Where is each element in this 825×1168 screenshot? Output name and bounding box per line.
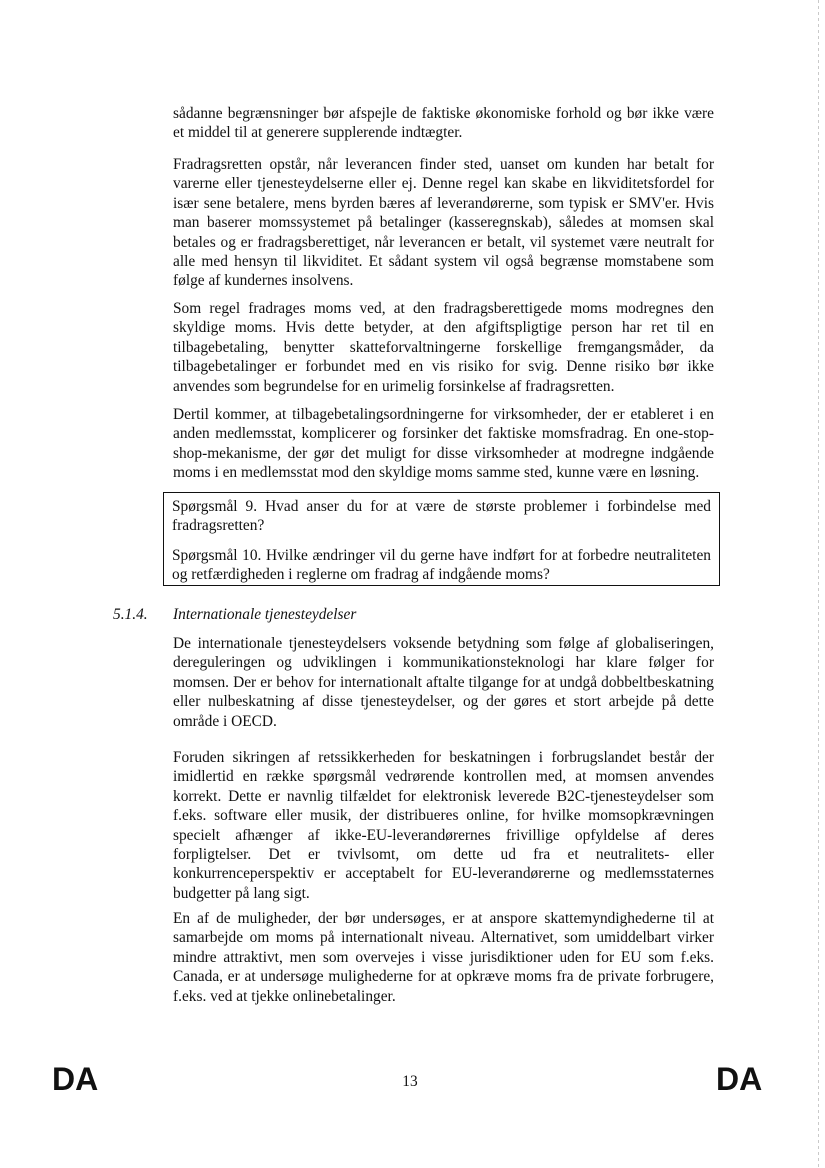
language-code-right: DA bbox=[716, 1061, 763, 1097]
paragraph-cooperation: En af de muligheder, der bør undersøges, er at anspore skattemyndighederne til at samarbejde om moms på internationalt niveau. Alternativet, som umiddelbart virker mindre attraktivt, men som overvejes i visse jurisdiktioner uden for EU som f.eks. Canada, er at undersøge mulighederne for at opkræve moms fra de private forbrugere, f.eks. ved at tjekke onlinebetalinger. bbox=[173, 910, 714, 1005]
question-9: Spørgsmål 9. Hvad anser du for at være de største problemer i forbindelse med fradragsretten? bbox=[172, 498, 711, 535]
paragraph-international-services: De internationale tjenesteydelsers voksende betydning som følge af globaliseringen, dereguleringen og udviklingen i kommunikationsteknologi har klare følger for momsen. Der er behov for internationalt aftalte tilgange for at undgå dobbeltbeskatning eller nulbeskatning af disse tjenesteydelser, og der gøres et stort arbejde på dette område i OECD. bbox=[173, 635, 714, 730]
language-code-left: DA bbox=[52, 1061, 99, 1097]
paragraph-limitations: sådanne begrænsninger bør afspejle de faktiske økonomiske forhold og bør ikke være et middel til at generere supplerende indtægter. bbox=[173, 105, 714, 142]
paragraph-refund-rules: Som regel fradrages moms ved, at den fradragsberettigede moms modregnes den skyldige moms. Hvis dette betyder, at den afgiftspligtige person har ret til en tilbagebetaling, benytter skatteforvaltningerne forskellige fremgangsmåder, da tilbagebetalinger er forbundet med en vis risiko for svig. Denne risiko bør ikke anvendes som begrundelse for en urimelig forsinkelse af fradragsretten. bbox=[173, 300, 714, 395]
page-number: 13 bbox=[402, 1073, 418, 1090]
page-edge-line bbox=[818, 0, 819, 1168]
section-title: Internationale tjenesteydelser bbox=[173, 606, 357, 623]
paragraph-deduction-right: Fradragsretten opstår, når leverancen finder sted, uanset om kunden har betalt for varerne eller tjenesteydelserne eller ej. Denne regel kan skabe en likviditetsfordel for især sene betalere, mens byrden bæres af leverandørerne, som typisk er SMV'er. Hvis man baserer momssystemet på betalinger (kasseregnskab), således at momsen skal betales og er fradragsberettiget, når leverancen er betalt, vil systemet være neutralt for alle med hensyn til likviditet. Et sådant system vil også begrænse momstabene som følge af kundernes insolvens. bbox=[173, 156, 714, 290]
paragraph-legal-certainty: Foruden sikringen af retssikkerheden for beskatningen i forbrugslandet består der imidlertid en række spørgsmål vedrørende kontrollen med, at momsen anvendes korrekt. Dette er navnlig tilfældet for elektronisk leverede B2C-tjenesteydelser som f.eks. software eller musik, der distribueres online, for hvilke momsopkrævningen specielt afhænger af ikke-EU-leverandørernes frivillige opfyldelse af deres forpligtelser. Det er tvivlsomt, om dette ud fra et neutralitets- eller konkurrenceperspektiv er acceptabelt for EU-leverandørerne og medlemsstaternes budgetter på lang sigt. bbox=[173, 749, 714, 902]
section-number: 5.1.4. bbox=[113, 606, 148, 623]
question-box bbox=[163, 492, 720, 586]
paragraph-one-stop-shop: Dertil kommer, at tilbagebetalingsordningerne for virksomheder, der er etableret i en anden medlemsstat, komplicerer og forsinker det faktiske momsfradrag. En one-stop-shop-mekanisme, der gør det muligt for disse virksomheder at modregne indgående moms i en medlemsstat mod den skyldige moms samme sted, kunne være en løsning. bbox=[173, 406, 714, 482]
question-10: Spørgsmål 10. Hvilke ændringer vil du gerne have indført for at forbedre neutraliteten og retfærdigheden i reglerne om fradrag af indgående moms? bbox=[172, 546, 711, 584]
